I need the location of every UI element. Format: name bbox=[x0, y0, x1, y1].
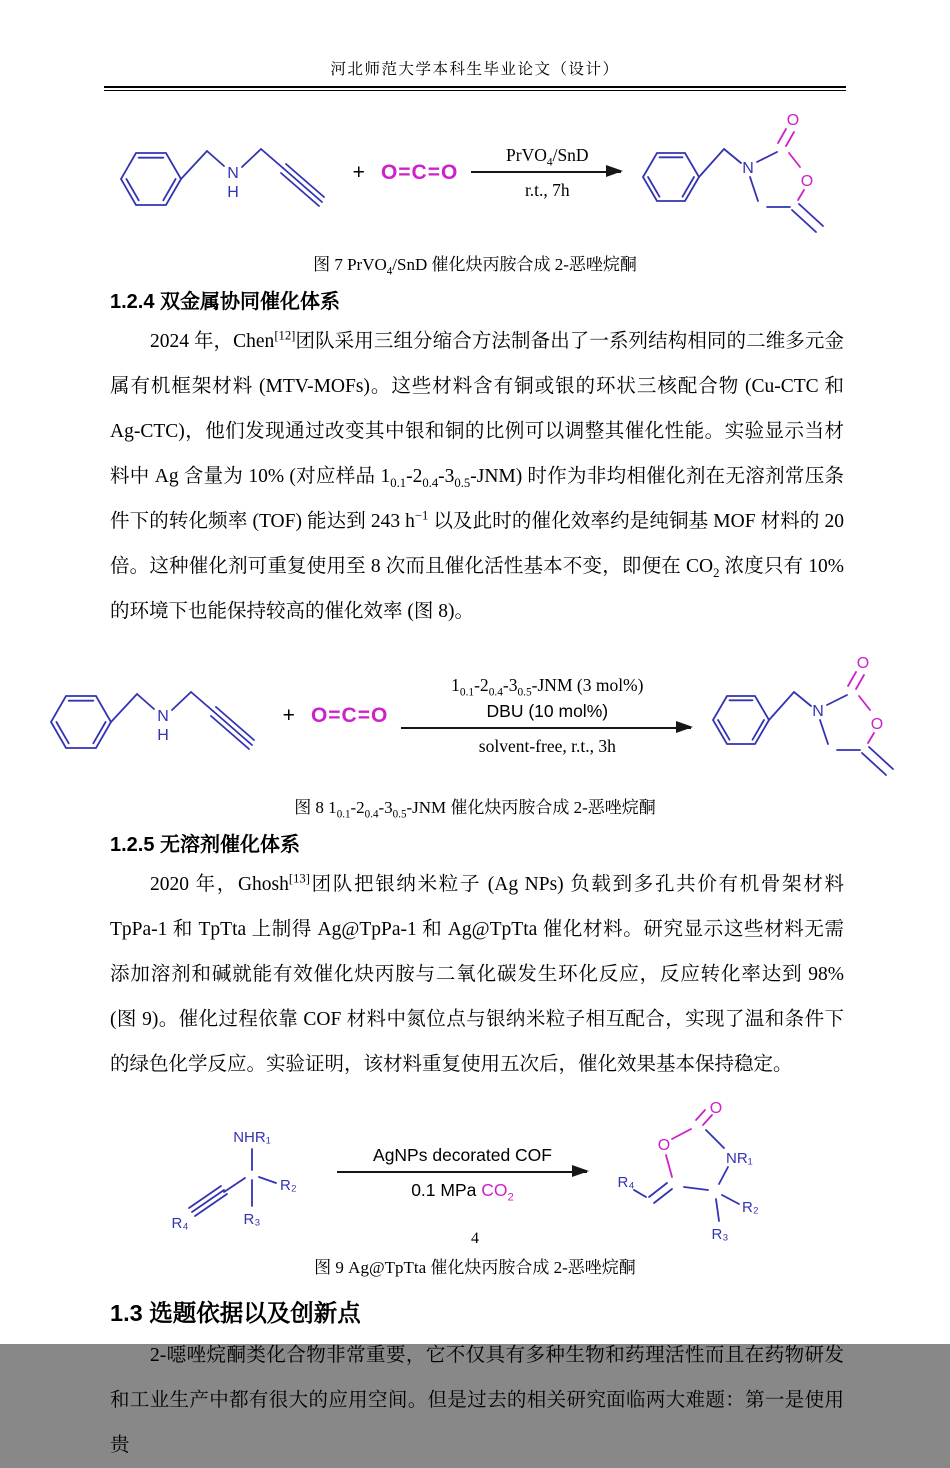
reaction-arrow-fig7 bbox=[472, 145, 622, 201]
molecule-generic-propargylamine bbox=[164, 1112, 324, 1234]
benzene-ring bbox=[51, 696, 111, 748]
h-atom-label: H bbox=[226, 184, 239, 201]
section-heading-1-2-4: 1.2.4 双金属协同催化体系 bbox=[110, 291, 341, 313]
carbonyl-o-atom-label: O bbox=[857, 655, 870, 672]
page-header: 河北师范大学本科生毕业论文（设计） bbox=[330, 61, 620, 78]
molecule-n-benzylpropargylamine bbox=[109, 117, 337, 229]
molecule-n-benzylpropargylamine bbox=[39, 660, 267, 772]
figure9-scheme bbox=[30, 1095, 920, 1250]
r2-label: R₂ bbox=[279, 1176, 297, 1194]
figure9-caption: 图 9 Ag@TpTta 催化炔丙胺合成 2-恶唑烷酮 bbox=[314, 1258, 636, 1277]
nhr1-label: NHR₁ bbox=[232, 1128, 271, 1146]
arrow-icon bbox=[337, 1171, 587, 1173]
catalyst-label-line2: DBU (10 mol%) bbox=[486, 701, 609, 721]
molecule-generic-oxazolidinone bbox=[602, 1095, 787, 1250]
molecule-benzyl-methylene-oxazolidinone bbox=[636, 99, 841, 247]
figure7-caption: 图 7 PrVO$_4$/SnD 催化炔丙胺合成 2-恶唑烷酮 bbox=[313, 255, 637, 278]
header-rule bbox=[104, 86, 846, 91]
arrow-icon bbox=[471, 171, 621, 173]
propargylamine-chain bbox=[111, 692, 254, 749]
carbonyl-o-atom-label: O bbox=[709, 1100, 722, 1117]
n-atom-label: N bbox=[812, 703, 825, 720]
benzene-ring bbox=[121, 153, 181, 205]
ring-o-atom-label: O bbox=[801, 173, 814, 190]
catalyst-label: AgNPs decorated COF bbox=[373, 1144, 552, 1165]
paragraph-1-3: 2-噁唑烷酮类化合物非常重要，它不仅具有多种生物和药理活性而且在药物研发和工业生产中都有很大的应用空间。但是过去的相关研究面临两大难题：第一是使用贵 bbox=[110, 1345, 844, 1456]
section-heading-1-3: 1.3 选题依据以及创新点 bbox=[110, 1300, 361, 1326]
paragraph-1-2-5: 2020 年，Ghosh[13]团队把银纳米粒子 (Ag NPs) 负载到多孔共价有机骨架材料 TpPa-1 和 TpTta 上制得 Ag@TpPa-1 和 Ag@TpTta 催化材料。研究显示这些材料无需添加溶剂和碱就能有效催化炔丙胺与二氧化碳发生环化反应，反应转化率达到 98% (图 9)。催化过程依靠 COF 材料中氮位点与银纳米粒子相互配合，实现了温和条件下的绿色化学反应。实验证明，该材料重复使用五次后，催化效果基本保持稳定。 bbox=[110, 871, 844, 1075]
ring-o-atom-label: O bbox=[657, 1137, 670, 1154]
molecule-benzyl-methylene-oxazolidinone bbox=[706, 642, 911, 790]
reaction-arrow-fig8 bbox=[402, 675, 692, 757]
plus-sign: + bbox=[282, 704, 295, 727]
benzene-ring bbox=[643, 153, 699, 201]
r2-label: R₂ bbox=[741, 1199, 759, 1216]
paragraph-1-2-4: 2024 年，Chen[12]团队采用三组分缩合方法制备出了一系列结构相同的二维多元金属有机框架材料 (MTV-MOFs)。这些材料含有铜或银的环状三核配合物 (Cu-CTC 和 Ag-CTC)，他们发现通过改变其中银和铜的比例可以调整其催化性能。实验显示当材料中 Ag 含量为 10% (对应样品 $1_{0.1}-2_{0.4}-3_{0.5}-JNM$) 时作为非均相催化剂在无溶剂常压条件下的转化频率 (TOF) 能达到 243 $h^{-1}$ 以及此时的催化效率约是纯铜基 MOF 材料的 20 倍。这种催化剂可重复使用至 8 次而且催化活性基本不变，即便在 $CO_2$ 浓度只有 10%的环境下也能保持较高的催化效率 (图 8)。 bbox=[110, 328, 845, 622]
nr1-label: NR₁ bbox=[725, 1150, 753, 1167]
reaction-arrow-fig9 bbox=[338, 1145, 588, 1201]
h-atom-label: H bbox=[156, 727, 169, 744]
r4-label: R₄ bbox=[617, 1174, 634, 1191]
catalyst-label: PrVO$_4$/SnD bbox=[506, 145, 589, 169]
arrow-icon bbox=[401, 727, 691, 729]
r4-label: R₄ bbox=[171, 1214, 188, 1232]
carbonyl-o-atom-label: O bbox=[787, 112, 800, 129]
figure8-caption: 图 8 $1_{0.1}-2_{0.4}-3_{0.5}$-JNM 催化炔丙胺合成 2-恶唑烷酮 bbox=[294, 798, 656, 821]
product-skeleton bbox=[634, 1110, 739, 1221]
section-heading-1-2-5: 1.2.5 无溶剂催化体系 bbox=[110, 834, 301, 856]
benzene-ring bbox=[713, 696, 769, 744]
co2-formula: O=C=O bbox=[380, 161, 459, 184]
plus-sign: + bbox=[352, 161, 365, 184]
conditions-label: solvent-free, r.t., 3h bbox=[478, 736, 616, 756]
conditions-label: 0.1 MPa $CO_2$ bbox=[411, 1179, 514, 1203]
n-atom-label: N bbox=[156, 708, 169, 725]
figure7-scheme bbox=[30, 99, 920, 247]
propargylamine-chain bbox=[181, 149, 324, 206]
n-atom-label: N bbox=[226, 165, 239, 182]
co2-formula: O=C=O bbox=[310, 704, 389, 727]
r3-label: R₃ bbox=[711, 1226, 728, 1243]
n-atom-label: N bbox=[742, 160, 755, 177]
conditions-label: r.t., 7h bbox=[524, 180, 570, 200]
page-number: 4 bbox=[471, 1230, 479, 1247]
r3-label: R₃ bbox=[243, 1210, 260, 1228]
substrate-skeleton bbox=[189, 1149, 276, 1216]
ring-o-atom-label: O bbox=[871, 716, 884, 733]
catalyst-label-line1: $1_{0.1}-2_{0.4}-3_{0.5}$-JNM (3 mol%) bbox=[451, 675, 644, 699]
figure8-scheme bbox=[30, 642, 920, 790]
